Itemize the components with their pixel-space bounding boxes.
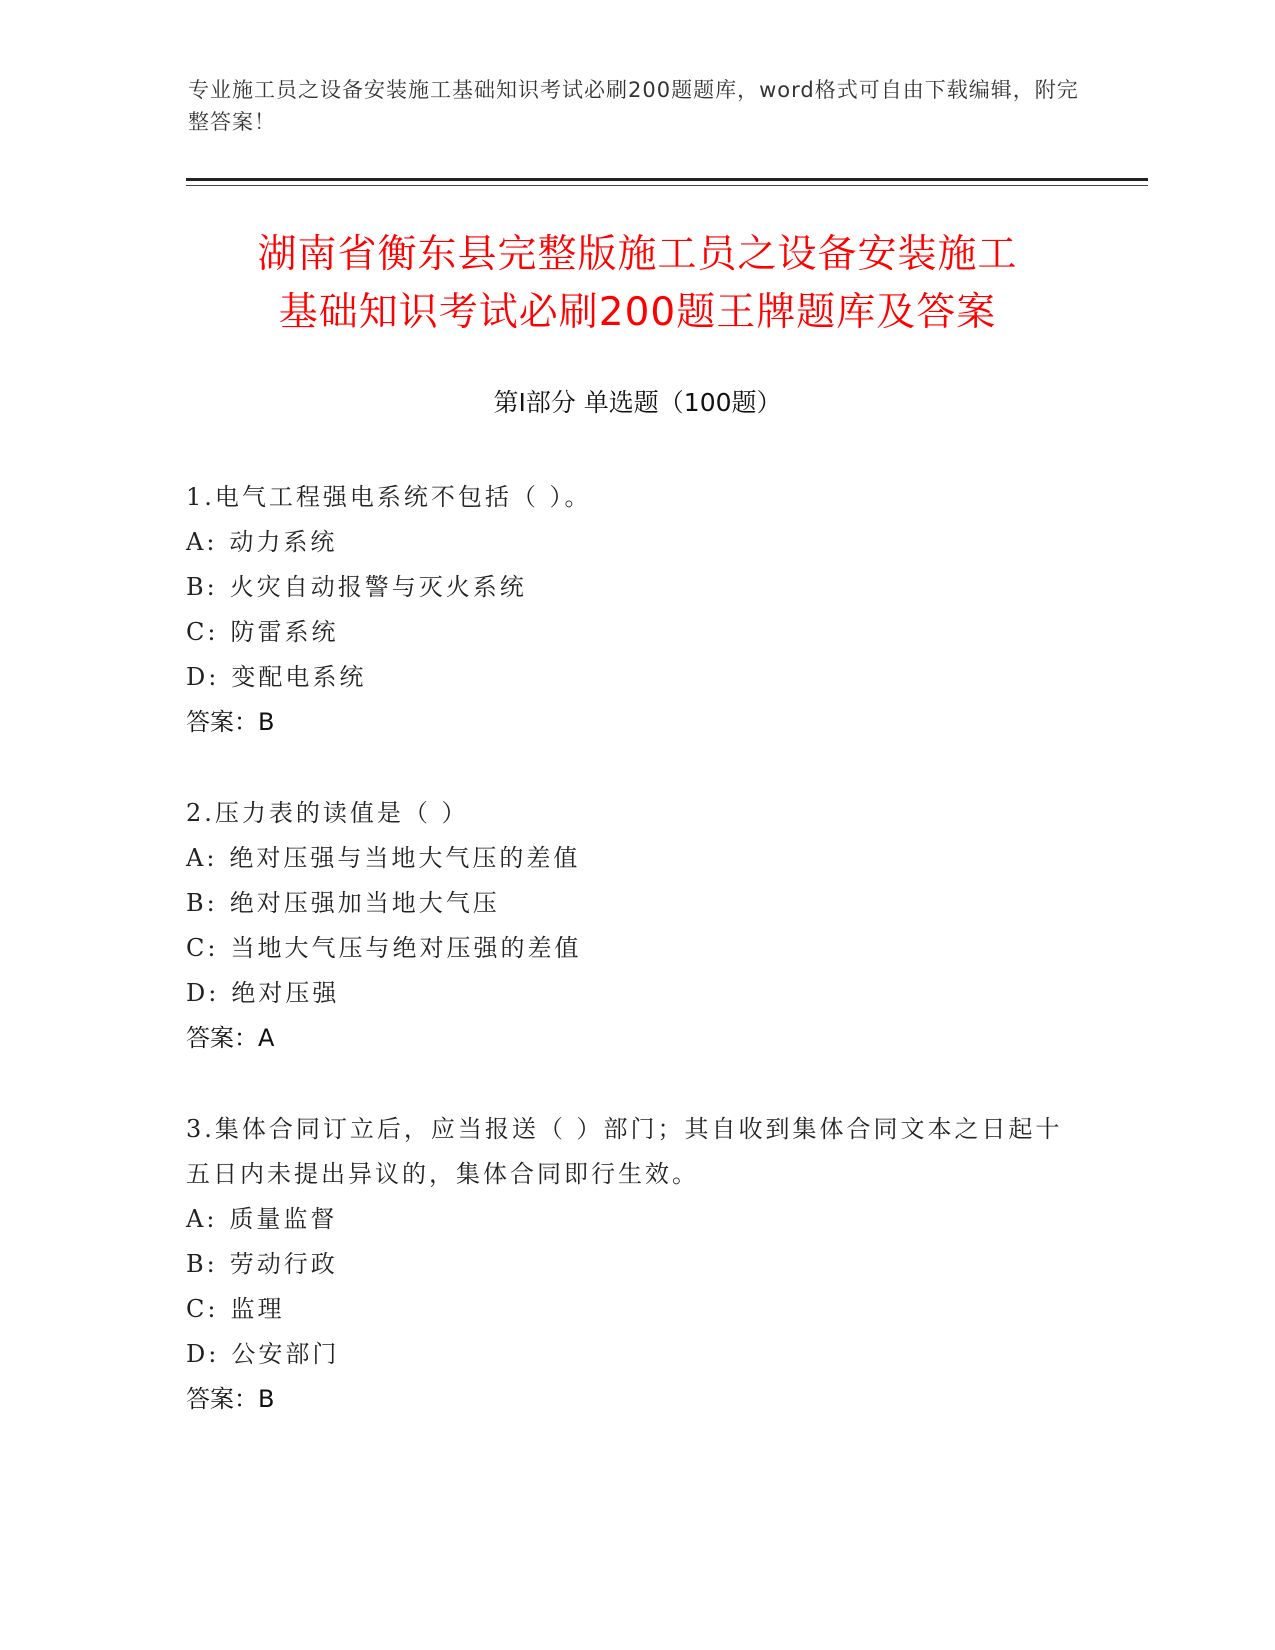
option-b	[186, 1242, 1086, 1287]
question-stem: 3.集体合同订立后，应当报送（ ）部门；其自收到集体合同文本之日起十五日内未提出异议的，集体合同即行生效。	[186, 1115, 1063, 1188]
answer-line	[186, 1377, 1086, 1422]
option-letter: C:	[186, 1295, 219, 1323]
option-text: 防雷系统	[230, 618, 339, 646]
option-letter: B:	[186, 573, 218, 601]
answer-value: B	[258, 708, 275, 736]
header-divider-thin	[186, 185, 1148, 186]
option-c	[186, 926, 1086, 971]
answer-value: A	[258, 1024, 275, 1052]
option-c	[186, 1287, 1086, 1332]
option-text: 劳动行政	[229, 1250, 338, 1278]
question-stem: 2.压力表的读值是（ ）	[186, 799, 469, 827]
answer-value: B	[258, 1385, 275, 1413]
option-letter: D:	[186, 1340, 220, 1368]
option-letter: B:	[186, 1250, 218, 1278]
option-letter: C:	[186, 934, 219, 962]
option-d	[186, 971, 1086, 1016]
document-title-line-1: 湖南省衡东县完整版施工员之设备安装施工	[257, 232, 1018, 277]
option-letter: D:	[186, 663, 220, 691]
option-letter: A:	[186, 528, 218, 556]
option-c	[186, 610, 1086, 655]
option-d	[186, 655, 1086, 700]
option-b	[186, 881, 1086, 926]
option-text: 质量监督	[229, 1205, 338, 1233]
question-list	[186, 475, 1086, 1468]
question-2	[186, 791, 1086, 1061]
answer-line	[186, 1016, 1086, 1061]
option-text: 变配电系统	[231, 663, 367, 691]
option-a	[186, 1197, 1086, 1242]
header-divider-thick	[186, 178, 1148, 181]
question-1	[186, 475, 1086, 745]
option-letter: D:	[186, 979, 220, 1007]
document-header-note: 专业施工员之设备安装施工基础知识考试必刷200题题库，word格式可自由下载编辑，附完整答案！	[188, 78, 1079, 134]
question-stem: 1.电气工程强电系统不包括（ ）。	[186, 483, 592, 511]
option-text: 动力系统	[229, 528, 338, 556]
option-letter: A:	[186, 844, 218, 872]
option-d	[186, 1332, 1086, 1377]
option-text: 火灾自动报警与灭火系统	[229, 573, 527, 601]
option-text: 绝对压强	[231, 979, 340, 1007]
option-letter: B:	[186, 889, 218, 917]
option-a	[186, 836, 1086, 881]
question-3	[186, 1107, 1086, 1422]
option-letter: C:	[186, 618, 219, 646]
document-title	[150, 226, 1125, 342]
answer-label: 答案：	[186, 708, 258, 736]
option-text: 监理	[230, 1295, 285, 1323]
option-letter: A:	[186, 1205, 218, 1233]
option-text: 公安部门	[231, 1340, 340, 1368]
answer-label: 答案：	[186, 1385, 258, 1413]
option-text: 绝对压强与当地大气压的差值	[229, 844, 581, 872]
option-a	[186, 520, 1086, 565]
option-b	[186, 565, 1086, 610]
answer-label: 答案：	[186, 1024, 258, 1052]
option-text: 当地大气压与绝对压强的差值	[230, 934, 582, 962]
section-heading: 第Ⅰ部分 单选题（100题）	[493, 388, 782, 417]
document-title-line-2: 基础知识考试必刷200题王牌题库及答案	[278, 290, 997, 335]
answer-line	[186, 700, 1086, 745]
option-text: 绝对压强加当地大气压	[229, 889, 500, 917]
